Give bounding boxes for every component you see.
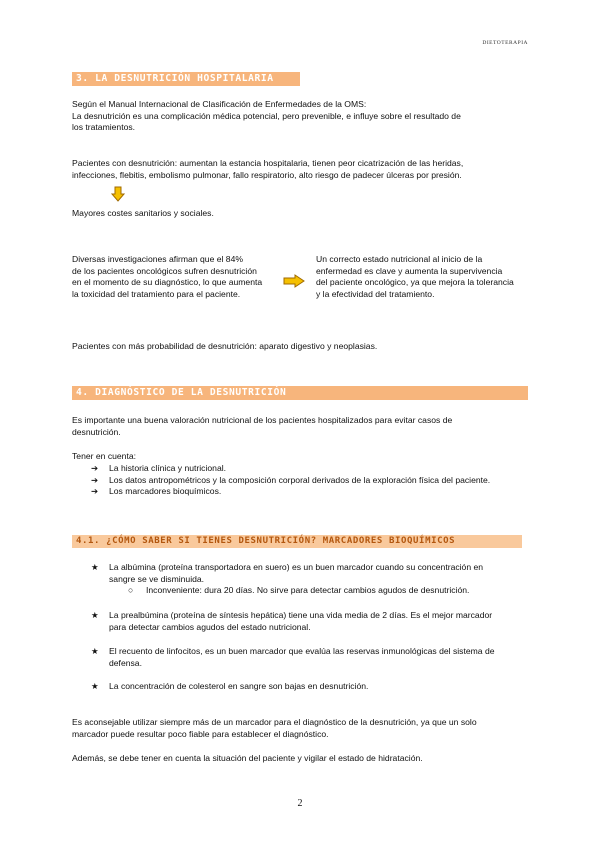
colesterol-text: La concentración de colesterol en sangre son bajas en desnutrición.: [109, 681, 369, 691]
left-col-line-2: de los pacientes oncológicos sufren desnutrición: [72, 265, 257, 276]
list-item: [91, 486, 531, 498]
prealbumina-text: [105, 610, 492, 633]
hydration-text: Además, se debe tener en cuenta la situación del paciente y vigilar el estado de hidratación.: [72, 753, 423, 763]
risks-paragraph: [72, 158, 528, 181]
colesterol-item: [91, 681, 531, 693]
risks-line-1: Pacientes con desnutrición: aumentan la estancia hospitalaria, tienen peor cicatrización de las heridas,: [72, 158, 464, 168]
consider-list: [91, 463, 531, 498]
probability-text: Pacientes con más probabilidad de desnutrición: aparato digestivo y neoplasias.: [72, 341, 378, 351]
albumina-subitem: [128, 585, 528, 597]
left-col-line-3: en el momento de su diagnóstico, lo que aumenta: [72, 277, 263, 287]
albumina-item: [91, 562, 531, 585]
circle-bullet-icon: ○: [128, 585, 134, 595]
right-col-line-2: enfermedad es clave y aumenta la supervivencia: [316, 265, 503, 276]
albumina-text: [105, 562, 483, 585]
list-item: [91, 463, 531, 475]
costs-text: Mayores costes sanitarios y sociales.: [72, 208, 214, 218]
albumina-line-1: La albúmina (proteína transportadora en suero) es un buen marcador cuando su concentración en: [109, 562, 484, 572]
linfocitos-item: [91, 646, 531, 669]
linfocitos-line-2: defensa.: [109, 657, 142, 668]
left-column-text: [72, 254, 277, 300]
left-col-line-4: la toxicidad del tratamiento para el paciente.: [72, 288, 241, 299]
linfocitos-line-1: El recuento de linfocitos, es un buen marcador que evalúa las reservas inmunológicas del sistema de: [109, 646, 495, 656]
star-bullet-icon: ★: [91, 610, 99, 620]
prealbumina-line-2: para detectar cambios agudos del estado nutricional.: [109, 621, 311, 632]
page-number: 2: [297, 798, 303, 809]
prealbumina-line-1: La prealbúmina (proteína de síntesis hepática) tiene una vida media de 2 días. Es el mejor marcador: [109, 610, 493, 620]
arrow-bullet-icon: ➔: [91, 474, 99, 485]
left-col-line-1: Diversas investigaciones afirman que el 84%: [72, 254, 244, 264]
star-bullet-icon: ★: [91, 681, 99, 691]
section-3-title: 3. LA DESNUTRICIÓN HOSPITALARIA: [72, 72, 300, 86]
section-4-1-title: 4.1. ¿CÓMO SABER SI TIENES DESNUTRICIÓN? MARCADORES BIOQUÍMICOS: [72, 535, 522, 548]
right-column-text: [316, 254, 531, 300]
section-3-intro: [72, 99, 528, 134]
list-item-text: Los datos antropométricos y la composición corporal derivados de la exploración física del paciente.: [109, 474, 491, 485]
right-col-line-4: y la efectividad del tratamiento.: [316, 288, 435, 299]
s4-intro-line-2: desnutrición.: [72, 426, 121, 437]
advice-line-2: marcador puede resultar poco fiable para establecer el diagnóstico.: [72, 728, 329, 739]
list-item-text: La historia clínica y nutricional.: [109, 463, 227, 473]
list-item-text: Los marcadores bioquímicos.: [109, 486, 222, 496]
star-bullet-icon: ★: [91, 646, 99, 656]
intro-line-3: los tratamientos.: [72, 122, 136, 132]
risks-line-2: infecciones, flebitis, embolismo pulmonar, fallo respiratorio, alto riesgo de padecer úlceras por presión.: [72, 169, 462, 180]
right-col-line-1: Un correcto estado nutricional al inicio de la: [316, 254, 483, 264]
advice-paragraph: [72, 717, 528, 740]
right-col-line-3: del paciente oncológico, ya que mejora la tolerancia: [316, 277, 514, 287]
intro-line-1: Según el Manual Internacional de Clasificación de Enfermedades de la OMS:: [72, 99, 367, 109]
advice-line-1: Es aconsejable utilizar siempre más de un marcador para el diagnóstico de la desnutrición, ya que un solo: [72, 717, 477, 727]
linfocitos-text: [105, 646, 495, 669]
prealbumina-item: [91, 610, 531, 633]
list-item: [91, 475, 531, 487]
arrow-right-icon: [283, 274, 305, 288]
intro-line-2: La desnutrición es una complicación médica potencial, pero prevenible, e influye sobre el resultado de: [72, 110, 461, 121]
section-4-intro: [72, 415, 528, 438]
star-bullet-icon: ★: [91, 562, 99, 572]
running-header: DIETOTERAPIA: [482, 40, 528, 46]
section-4-title: 4. DIAGNÓSTICO DE LA DESNUTRICIÓN: [72, 386, 528, 400]
albumina-sub-text: Inconveniente: dura 20 días. No sirve para detectar cambios agudos de desnutrición.: [146, 585, 470, 595]
s4-intro-line-1: Es importante una buena valoración nutricional de los pacientes hospitalizados para evitar casos de: [72, 415, 453, 425]
arrow-bullet-icon: ➔: [91, 463, 99, 473]
consider-label: Tener en cuenta:: [72, 451, 137, 461]
albumina-line-2: sangre se ve disminuida.: [109, 573, 205, 584]
arrow-bullet-icon: ➔: [91, 486, 99, 496]
arrow-down-icon: [111, 186, 125, 202]
